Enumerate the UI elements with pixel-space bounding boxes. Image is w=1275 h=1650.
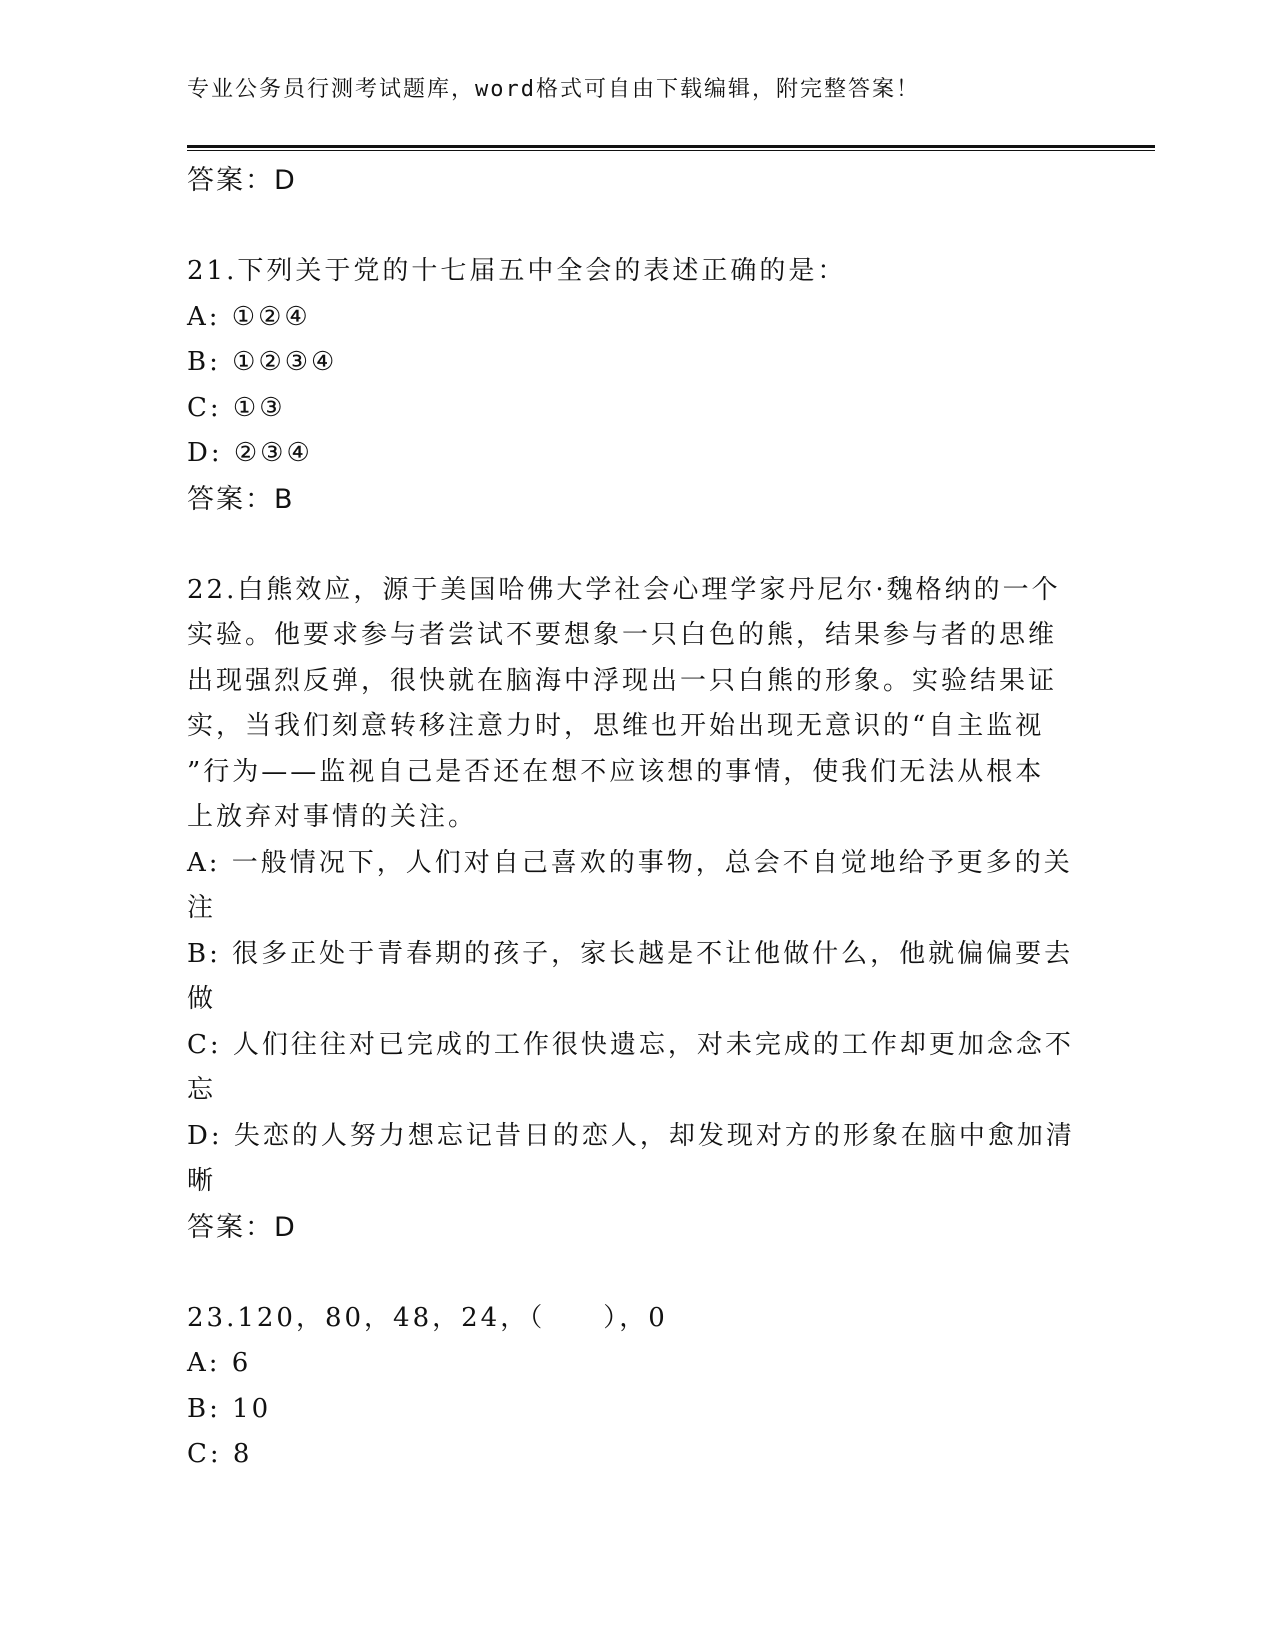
question-21-option-b: B: ①②③④ <box>187 347 338 377</box>
question-22-stem-line: 实验。他要求参与者尝试不要想象一只白色的熊，结果参与者的思维 <box>187 620 1058 650</box>
header-rule-thick <box>187 145 1155 148</box>
question-21-answer: 答案：B <box>187 483 295 515</box>
page-header-text: 专业公务员行测考试题库，word格式可自由下载编辑，附完整答案！ <box>187 77 920 102</box>
question-22 <box>187 568 1087 1251</box>
question-22-option-b-cont: 做 <box>187 984 217 1014</box>
header-rule-thin <box>187 150 1155 151</box>
question-22-option-a-cont: 注 <box>187 893 217 923</box>
question-22-answer: 答案：D <box>187 1211 297 1243</box>
question-21-stem: 21.下列关于党的十七届五中全会的表述正确的是： <box>187 256 847 286</box>
spacer <box>187 1250 1087 1296</box>
question-23-stem: 23.120，80，48，24，（ ），0 <box>187 1302 668 1333</box>
question-21 <box>187 249 1087 522</box>
question-22-option-b: B: 很多正处于青春期的孩子，家长越是不让他做什么，他就偏偏要去 <box>187 938 1074 969</box>
question-23-option-a: A: 6 <box>187 1348 252 1378</box>
spacer <box>187 204 1087 250</box>
question-22-stem-line: 实，当我们刻意转移注意力时，思维也开始出现无意识的“自主监视 <box>187 711 1045 741</box>
question-21-option-d: D: ②③④ <box>187 438 313 468</box>
question-22-stem-line: 22.白熊效应，源于美国哈佛大学社会心理学家丹尼尔·魏格纳的一个 <box>187 574 1061 605</box>
question-22-option-a: A: 一般情况下，人们对自己喜欢的事物，总会不自觉地给予更多的关 <box>187 847 1073 878</box>
document-body <box>187 158 1087 1478</box>
question-22-stem-line: 出现强烈反弹，很快就在脑海中浮现出一只白熊的形象。实验结果证 <box>187 665 1058 696</box>
question-22-option-d-cont: 晰 <box>187 1166 217 1196</box>
spacer <box>187 522 1087 568</box>
question-23 <box>187 1296 1087 1478</box>
question-23-option-b: B: 10 <box>187 1393 272 1424</box>
question-22-option-c-cont: 忘 <box>187 1075 217 1105</box>
question-22-option-c: C: 人们往往对已完成的工作很快遗忘，对未完成的工作却更加念念不 <box>187 1029 1074 1060</box>
question-23-option-c: C: 8 <box>187 1439 253 1469</box>
question-21-option-a: A: ①②④ <box>187 301 311 332</box>
question-21-option-c: C: ①③ <box>187 392 286 423</box>
question-22-stem-line: 上放弃对事情的关注。 <box>187 802 478 832</box>
question-22-stem-line: ”行为——监视自己是否还在想不应该想的事情，使我们无法从根本 <box>187 756 1045 787</box>
answer-previous-question: 答案：D <box>187 165 297 196</box>
question-22-option-d: D: 失恋的人努力想忘记昔日的恋人，却发现对方的形象在脑中愈加清 <box>187 1120 1075 1151</box>
